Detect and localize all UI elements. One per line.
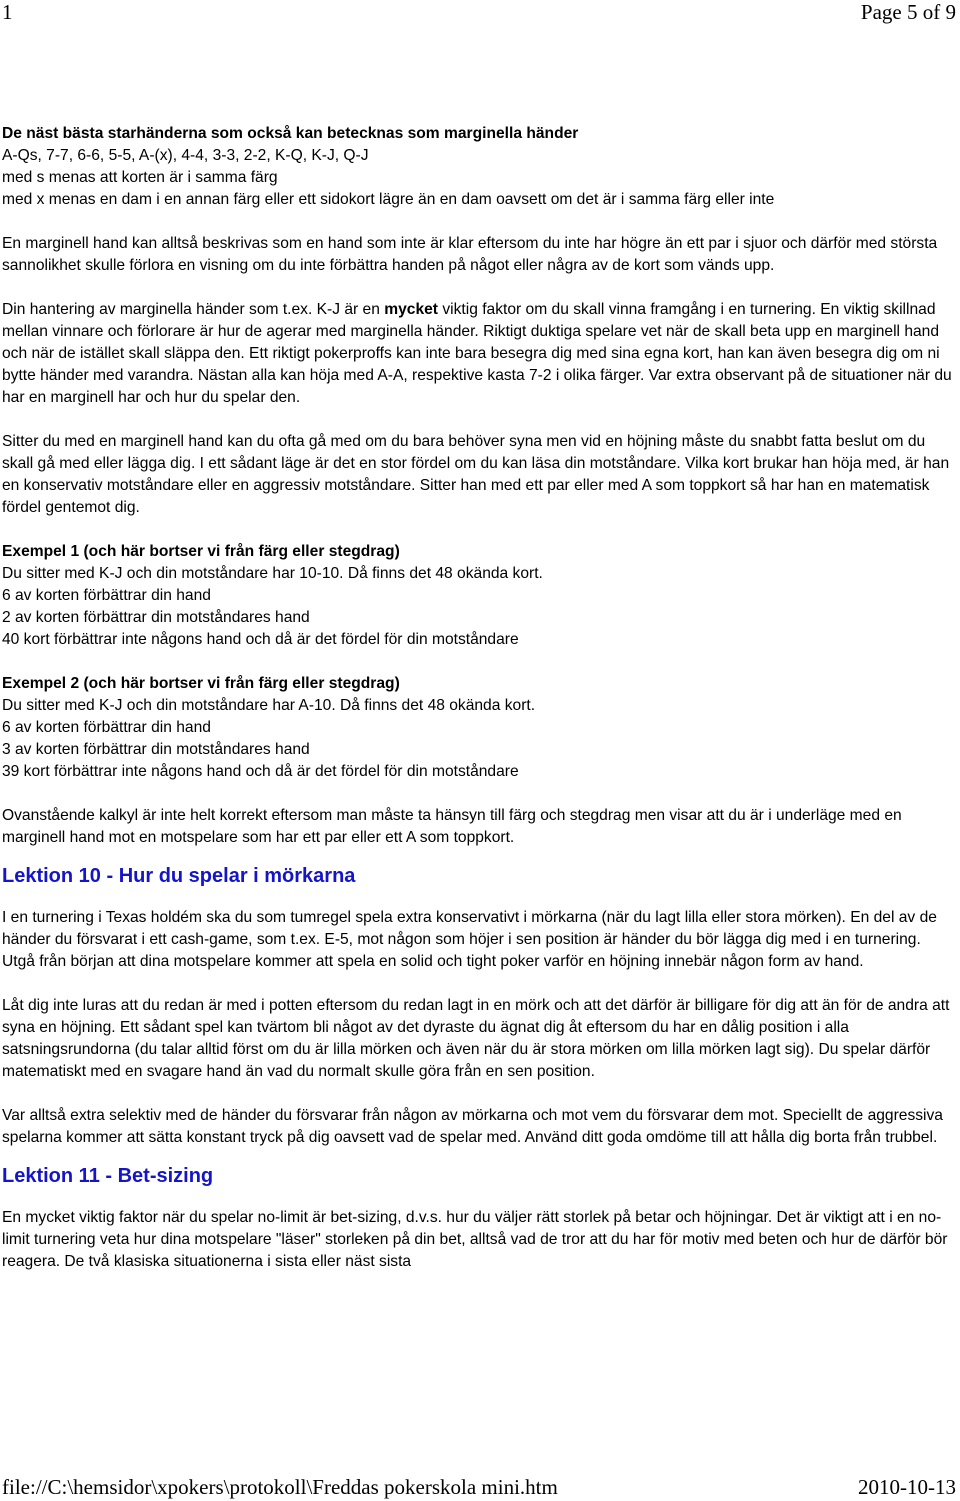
note-suited: med s menas att korten är i samma färg xyxy=(2,169,278,186)
example-2-line: 6 av korten förbättrar din hand xyxy=(2,719,211,736)
example-1-line: 6 av korten förbättrar din hand xyxy=(2,587,211,604)
handling-text-b: viktig faktor om du skall vinna framgång i en turnering. En viktig skillnad mellan vinnare och förlorare är hur de agerar med marginella händer. Riktigt duktiga spelare vet när de skall beta upp en marginell hand och när de istället skall släppa den. Ett riktigt pokerproffs kan inte bara besegra dig med sina egna kort, han kan även besegra dig om ni bytte händer med varandra. Nästan alla kan höja med A-A, respektive kasta 7-2 i olika färger. Var extra observant på de situationer när du har en marginell har och hur du spelar den. xyxy=(2,301,952,406)
lesson-11-paragraph-1: En mycket viktig faktor när du spelar no-limit är bet-sizing, d.v.s. hur du väljer rätt storlek på betar och höjningar. Det är viktigt att i en no-limit turnering veta hur dina motspelare "läser" storleken på din bet, alltså vad de tror att du har för motiv med beten och hur de därför bör reagera. De två klasiska situationerna i sista eller näst sista xyxy=(2,1209,948,1270)
document-body xyxy=(2,123,958,1273)
page-indicator: Page 5 of 9 xyxy=(860,0,956,24)
marginal-hands-heading: De näst bästa starhänderna som också kan betecknas som marginella händer xyxy=(2,125,579,142)
lesson-10-paragraph-3: Var alltså extra selektiv med de händer du försvarar från någon av mörkarna och mot vem du försvarar dem mot. Speciellt de aggressiva spelarna kommer att sätta konstant tryck på dig oavsett vad de spelar med. Använd ditt goda omdöme till att hålla dig borta från trubbel. xyxy=(2,1107,943,1146)
lesson-10-heading: Lektion 10 - Hur du spelar i mörkarna xyxy=(2,865,356,887)
file-path: file://C:\hemsidor\xpokers\protokoll\Freddas pokerskola mini.htm xyxy=(2,1475,558,1499)
print-date: 2010-10-13 xyxy=(858,1475,956,1499)
handling-emphasis: mycket xyxy=(384,301,438,318)
sitter-paragraph: Sitter du med en marginell hand kan du ofta gå med om du bara behöver syna men vid en höjning måste du snabbt fatta beslut om du skall gå med eller lägga dig. I ett sådant läge är det en stor fördel om du kan läsa din motståndare. Vilka kort brukar han höja med, är han en konservativ motståndare eller en aggressiv motståndare. Sitter han med ett par eller med A som toppkort så har han en matematisk fördel gentemot dig. xyxy=(2,433,950,516)
example-2-line: 39 kort förbättrar inte någons hand och då är det fördel för din motståndare xyxy=(2,763,519,780)
note-x: med x menas en dam i en annan färg eller ett sidokort lägre än en dam oavsett om det är i samma färg eller inte xyxy=(2,191,775,208)
lesson-11-heading: Lektion 11 - Bet-sizing xyxy=(2,1165,214,1187)
lesson-10-paragraph-1: I en turnering i Texas holdém ska du som tumregel spela extra konservativt i mörkarna (när du lagt lilla eller stora mörken). En del av de händer du försvarat i ett cash-game, som t.ex. E-5, mot någon som höjer i sen position är händer du bör lägga dig med i en turnering. Utgå från början att dina motspelare kommer att spela en solid och tight poker varför en höjning innebär någon form av hand. xyxy=(2,909,937,970)
example-2-title: Exempel 2 (och här bortser vi från färg eller stegdrag) xyxy=(2,675,400,692)
handling-text-a: Din hantering av marginella händer som t.ex. K-J är en xyxy=(2,301,385,318)
example-1-line: 2 av korten förbättrar din motståndares hand xyxy=(2,609,310,626)
example-1-line: Du sitter med K-J och din motståndare har 10-10. Då finns det 48 okända kort. xyxy=(2,565,543,582)
marginal-hands-list: A-Qs, 7-7, 6-6, 5-5, A-(x), 4-4, 3-3, 2-2, K-Q, K-J, Q-J xyxy=(2,147,369,164)
handling-paragraph xyxy=(2,299,958,409)
example-2-line: Du sitter med K-J och din motståndare har A-10. Då finns det 48 okända kort. xyxy=(2,697,536,714)
example-1-line: 40 kort förbättrar inte någons hand och då är det fördel för din motståndare xyxy=(2,631,519,648)
example-2-line: 3 av korten förbättrar din motståndares hand xyxy=(2,741,310,758)
page-number: 1 xyxy=(2,0,13,24)
marginal-definition-paragraph: En marginell hand kan alltså beskrivas som en hand som inte är klar eftersom du inte har högre än ett par i sjuor och därför med största sannolikhet skulle förlora en visning om du inte förbättra handen på något eller några av de kort som vänds upp. xyxy=(2,235,938,274)
example-1-title: Exempel 1 (och här bortser vi från färg eller stegdrag) xyxy=(2,543,400,560)
conclusion-paragraph: Ovanstående kalkyl är inte helt korrekt eftersom man måste ta hänsyn till färg och stegdrag men visar att du är i underläge med en marginell hand mot en motspelare som har ett par eller ett A som toppkort. xyxy=(2,807,902,846)
lesson-10-paragraph-2: Låt dig inte luras att du redan är med i potten eftersom du redan lagt in en mörk och att det därför är billigare för dig att än för de andra att syna en höjning. Ett sådant spel kan tvärtom bli något av det dyraste du ägnat dig åt eftersom du har en dålig position i alla satsningsrundorna (du talar alltid först om du är lilla mörken och även när du är stora mörken om lilla mörken lagt sig). Du spelar därför matematiskt med en svagare hand än vad du normalt skulle göra från en sen position. xyxy=(2,997,950,1080)
